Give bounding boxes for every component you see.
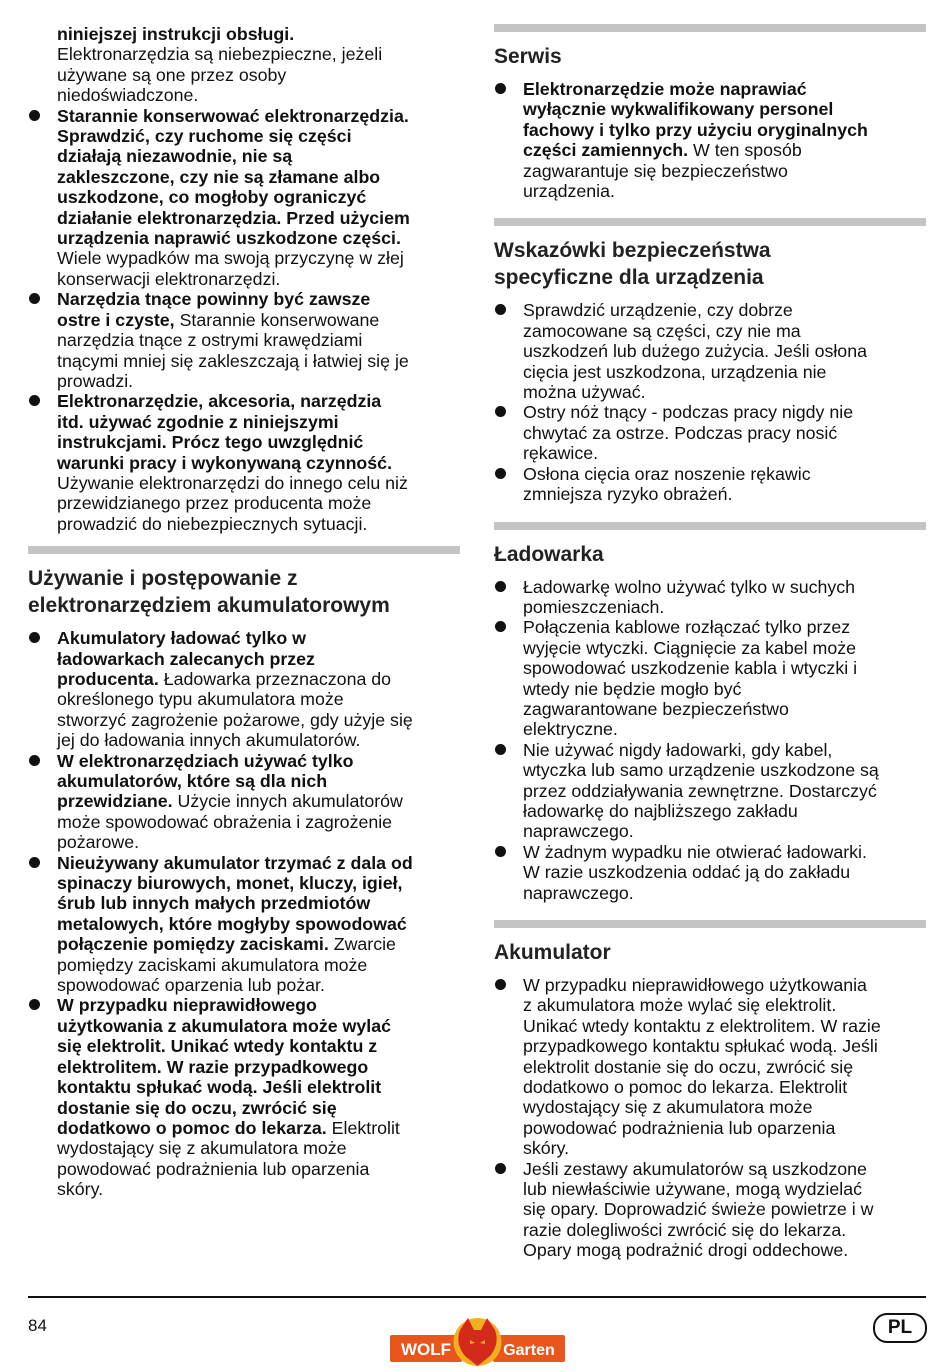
text-line: [57, 1098, 460, 1118]
text-line: [523, 1138, 926, 1158]
bullet-icon: [495, 406, 506, 417]
bullet-icon: [495, 83, 506, 94]
bold-text: instrukcjami. Prócz tego uwzględnić: [57, 432, 364, 453]
text-line: [523, 1097, 926, 1117]
text-line: [57, 893, 460, 913]
bold-text: śrub lub innych małych przedmiotów: [57, 893, 371, 914]
text-line: [57, 24, 460, 44]
text-line: [523, 577, 926, 597]
text-line: [523, 1118, 926, 1138]
text: naprawczego.: [523, 882, 634, 903]
text-line: [523, 658, 926, 678]
text: wyjęcie wtyczki. Ciągnięcie za kabel może: [523, 637, 857, 658]
text: Połączenia kablowe rozłączać tylko przez: [523, 617, 851, 638]
bold-text: działają niezawodnie, nie są: [57, 146, 293, 167]
text: wtedy nie będzie mogło być: [523, 678, 742, 699]
section-divider-bar: [494, 920, 926, 928]
text-line: [523, 719, 926, 739]
text: Wiele wypadków ma swoją przyczynę w złej: [57, 248, 404, 269]
bold-text: spinaczy biurowych, monet, kluczy, igieł,: [57, 873, 403, 894]
list-item: [494, 79, 926, 201]
text-line: [523, 99, 926, 119]
text: tnącymi mniej się zakleszczają i łatwiej się je: [57, 350, 409, 371]
bold-text: urządzenia naprawić uszkodzone części.: [57, 228, 401, 249]
text-line: [523, 300, 926, 320]
text: W razie uszkodzenia oddać ją do zakładu: [523, 862, 851, 883]
text: W przypadku nieprawidłowego użytkowania: [523, 975, 867, 995]
text: powodować podrażnienia lub oparzenia: [523, 1117, 836, 1138]
bold-text: niniejszej instrukcji obsługi.: [57, 24, 295, 44]
text: niedoświadczone.: [57, 85, 199, 106]
section-divider-bar: [494, 218, 926, 226]
section-title-battery: Akumulator: [494, 941, 611, 964]
text: Ładowarka przeznaczona do: [158, 668, 392, 689]
text: Nie używać nigdy ładowarki, gdy kabel,: [523, 739, 833, 760]
bold-text: połączenie pomiędzy zaciskami.: [57, 934, 329, 955]
text-line: [523, 1016, 926, 1036]
text-line: [523, 423, 926, 443]
serwis-list: [494, 79, 926, 201]
battery-list: [494, 975, 926, 1261]
text-line: [57, 710, 460, 730]
text: określonego typu akumulatora może: [57, 689, 344, 710]
text-line: [57, 1138, 460, 1158]
text-line: [57, 832, 460, 852]
text: zagwarantuje się bezpieczeństwo: [523, 160, 788, 181]
text: powodować podrażnienia lub oparzenia: [57, 1158, 370, 1179]
text-line: [57, 689, 460, 709]
text-line: [57, 330, 460, 350]
text-line: [523, 801, 926, 821]
text-line: [57, 269, 460, 289]
text-line: [57, 146, 460, 166]
text-line: [523, 1220, 926, 1240]
text: Używanie elektronarzędzi do innego celu niż: [57, 472, 408, 493]
text-line: [57, 106, 460, 126]
text-line: [57, 1159, 460, 1179]
text: prowadzi.: [57, 370, 134, 391]
text: pożarowe.: [57, 832, 140, 853]
bold-text: Narzędzia tnące powinny być zawsze: [57, 289, 371, 310]
text-line: [57, 751, 460, 771]
text-line: [57, 289, 460, 309]
text-line: [523, 699, 926, 719]
list-item: [494, 464, 926, 505]
text: używane są one przez osoby: [57, 64, 287, 85]
bold-text: uszkodzone, co mogłoby ograniczyć: [57, 187, 367, 208]
text-line: [523, 760, 926, 780]
bullet-icon: [495, 468, 506, 479]
text: przez oddziaływania zewnętrzne. Dostarczyć: [523, 780, 877, 801]
left-column: [28, 24, 460, 1200]
text-line: [523, 975, 926, 995]
bullet-icon: [29, 632, 40, 643]
text: skóry.: [57, 1179, 104, 1200]
wolf-garten-logo: [390, 1316, 565, 1368]
text-line: [57, 1179, 460, 1199]
logo-text-wolf: WOLF: [400, 1340, 452, 1359]
text-line: [523, 821, 926, 841]
bullet-icon: [29, 857, 40, 868]
text: naprawczego.: [523, 821, 634, 842]
text-line: [523, 1057, 926, 1077]
text: elektrolit dostanie się do oczu, zwrócić się: [523, 1056, 854, 1077]
text: konserwacji elektronarzędzi.: [57, 268, 281, 289]
text: W ten sposób: [688, 140, 802, 161]
text-line: [57, 248, 460, 268]
text-line: [523, 362, 926, 382]
bold-text: W elektronarzędziach używać tylko: [57, 750, 354, 771]
section-title-battery-usage-line2: elektronarzędziem akumulatorowym: [28, 594, 390, 618]
intro-continuation: [28, 24, 460, 106]
text-line: [523, 79, 926, 99]
text-line: [523, 781, 926, 801]
language-badge: PL: [873, 1313, 927, 1343]
text: urządzenia.: [523, 181, 615, 202]
text: można używać.: [523, 382, 646, 403]
text: lub niewłaściwie używane, mogą wydzielać: [523, 1179, 862, 1200]
text-line: [57, 975, 460, 995]
text-line: [523, 617, 926, 637]
text: zamocowane są części, czy nie ma: [523, 320, 801, 341]
list-item: [494, 842, 926, 903]
text: z akumulatora może wylać się elektrolit.: [523, 995, 837, 1016]
text-line: [523, 679, 926, 699]
bold-text: Nieużywany akumulator trzymać z dala od: [57, 852, 413, 873]
bold-text: kontaktu spłukać wodą. Jeśli elektrolit: [57, 1077, 382, 1098]
text-line: [523, 181, 926, 201]
text: Unikać wtedy kontaktu z elektrolitem. W razie: [523, 1015, 881, 1036]
bold-text: fachowy i tylko przy użyciu oryginalnych: [523, 119, 868, 140]
text-line: [523, 443, 926, 463]
list-item: [28, 628, 460, 750]
text: wydostający się z akumulatora może: [523, 1097, 813, 1118]
text: może spowodować obrażenia i zagrożenie: [57, 811, 393, 832]
text-line: [57, 873, 460, 893]
text: Sprawdzić urządzenie, czy dobrze: [523, 300, 793, 321]
bold-text: warunki pracy i wykonywaną czynność.: [57, 452, 393, 473]
bold-text: dodatkowo o pomoc do lekarza.: [57, 1117, 327, 1138]
text-line: [57, 453, 460, 473]
text-line: [57, 310, 460, 330]
text-line: [57, 65, 460, 85]
text: W żadnym wypadku nie otwierać ładowarki.: [523, 841, 867, 862]
text-line: [57, 391, 460, 411]
text-line: [523, 140, 926, 160]
list-item: [494, 577, 926, 618]
bold-text: elektrolitem. W razie przypadkowego: [57, 1056, 369, 1077]
text: cięcia jest uszkodzona, urządzenia nie: [523, 361, 827, 382]
text-line: [57, 934, 460, 954]
list-item: [494, 300, 926, 402]
text-line: [57, 1057, 460, 1077]
text-line: [523, 321, 926, 341]
section-title-serwis: Serwis: [494, 45, 562, 68]
text-line: [523, 597, 926, 617]
list-item: [494, 975, 926, 1159]
list-item: [494, 1159, 926, 1261]
text: Ładowarkę wolno używać tylko w suchych: [523, 576, 856, 597]
bold-text: itd. używać zgodnie z niniejszymi: [57, 411, 339, 432]
text-line: [57, 514, 460, 534]
text-line: [523, 842, 926, 862]
bold-text: akumulatorów, które są dla nich: [57, 771, 328, 791]
list-item: [494, 617, 926, 739]
text: prowadzić do niebezpiecznych sytuacji.: [57, 513, 368, 534]
text: Osłona cięcia oraz noszenie rękawic: [523, 463, 811, 484]
text-line: [57, 1036, 460, 1056]
text: Zwarcie: [328, 934, 396, 955]
text-line: [523, 1240, 926, 1260]
text-line: [57, 1016, 460, 1036]
text-line: [57, 995, 460, 1015]
text: wydostający się z akumulatora może: [57, 1138, 347, 1159]
text: uszkodzeń lub dużego zużycia. Jeśli osłona: [523, 341, 867, 362]
list-item: [28, 106, 460, 290]
section-divider-bar: [494, 522, 926, 530]
text-line: [57, 44, 460, 64]
text: narzędzia tnące z ostrymi krawędziami: [57, 330, 363, 351]
text-line: [57, 955, 460, 975]
bold-text: zakleszczone, czy nie są złamane albo: [57, 166, 381, 187]
text: pomieszczeniach.: [523, 596, 665, 617]
bold-text: działanie elektronarzędzia. Przed użyciem: [57, 207, 410, 228]
text-line: [523, 1179, 926, 1199]
text-line: [57, 730, 460, 750]
bullet-icon: [29, 755, 40, 766]
bold-text: Sprawdzić, czy ruchome się części: [57, 126, 352, 147]
text-line: [57, 771, 460, 791]
section-title-charger: Ładowarka: [494, 542, 604, 566]
section-title-safety-line1: Wskazówki bezpieczeństwa: [494, 239, 771, 263]
text-line: [57, 371, 460, 391]
safety-list: [494, 300, 926, 504]
text-line: [57, 351, 460, 371]
text: Jeśli zestawy akumulatorów są uszkodzone: [523, 1158, 867, 1179]
text: pomiędzy zaciskami akumulatora może: [57, 954, 368, 975]
text-line: [57, 914, 460, 934]
text-line: [523, 638, 926, 658]
text-line: [523, 161, 926, 181]
list-item: [494, 402, 926, 463]
text-line: [523, 1199, 926, 1219]
text-line: [523, 862, 926, 882]
bold-text: dostanie się do oczu, zwrócić się: [57, 1097, 337, 1118]
text: elektryczne.: [523, 719, 618, 740]
text-line: [523, 402, 926, 422]
text: zagwarantowane bezpieczeństwo: [523, 698, 789, 719]
text-line: [57, 432, 460, 452]
text: razie dolegliwości zwrócić się do lekarza.: [523, 1219, 847, 1240]
text: Opary mogą podrażnić drogi oddechowe.: [523, 1240, 849, 1261]
bold-text: producenta.: [57, 668, 159, 689]
list-item: [28, 751, 460, 853]
text-line: [523, 1036, 926, 1056]
bold-text: użytkowania z akumulatora może wylać: [57, 1015, 391, 1036]
bold-text: ostre i czyste,: [57, 309, 175, 330]
text: spowodować oparzenia lub pożar.: [57, 975, 325, 996]
bullet-icon: [495, 621, 506, 632]
bold-text: części zamiennych.: [523, 140, 689, 161]
text-line: [523, 382, 926, 402]
bold-text: W przypadku nieprawidłowego: [57, 995, 317, 1016]
page-number: 84: [28, 1316, 47, 1335]
text-line: [57, 85, 460, 105]
text-line: [57, 628, 460, 648]
section-title-safety-line2: specyficzne dla urządzenia: [494, 266, 764, 290]
text-line: [57, 412, 460, 432]
bold-text: się elektrolit. Unikać wtedy kontaktu z: [57, 1036, 378, 1057]
bullet-icon: [29, 395, 40, 406]
list-item: [28, 289, 460, 391]
text-line: [57, 853, 460, 873]
bold-text: przewidziane.: [57, 791, 173, 812]
text-line: [523, 464, 926, 484]
list-item: [28, 391, 460, 534]
text-line: [523, 740, 926, 760]
text: ładowarkę do najbliższego zakładu: [523, 800, 798, 821]
bold-text: metalowych, które mogłyby spowodować: [57, 913, 407, 934]
text: Użycie innych akumulatorów: [172, 791, 403, 812]
text-line: [57, 208, 460, 228]
text-line: [523, 341, 926, 361]
text: się opary. Doprowadzić świeże powietrze i w: [523, 1199, 874, 1220]
text: przypadkowego kontaktu spłukać wodą. Jeśli: [523, 1036, 878, 1057]
bold-text: Elektronarzędzie, akcesoria, narzędzia: [57, 391, 382, 412]
bullet-icon: [29, 293, 40, 304]
text: Starannie konserwowane: [174, 309, 380, 330]
text: Ostry nóż tnący - podczas pracy nigdy nie: [523, 402, 854, 423]
text: jej do ładowania innych akumulatorów.: [57, 730, 361, 751]
bold-text: Starannie konserwować elektronarzędzia.: [57, 105, 409, 126]
text-line: [57, 493, 460, 513]
text-line: [523, 484, 926, 504]
bullet-icon: [495, 1163, 506, 1174]
text: Elektrolit: [326, 1117, 400, 1138]
text: chwytać za ostrze. Podczas pracy nosić: [523, 422, 838, 443]
bullet-icon: [495, 744, 506, 755]
bullet-icon: [495, 304, 506, 315]
list-item: [28, 853, 460, 996]
section-title-battery-usage-line1: Używanie i postępowanie z: [28, 567, 298, 591]
text-line: [523, 995, 926, 1015]
text-line: [57, 228, 460, 248]
text-line: [57, 187, 460, 207]
bullet-icon: [29, 110, 40, 121]
text: stworzyć zagrożenie pożarowe, gdy użyje się: [57, 709, 413, 730]
battery-usage-list: [28, 628, 460, 1199]
logo-text-garten: Garten: [503, 1342, 555, 1359]
text-line: [57, 649, 460, 669]
list-item: [28, 995, 460, 1199]
left-bullet-list: [28, 106, 460, 535]
text-line: [57, 812, 460, 832]
bullet-icon: [29, 999, 40, 1010]
section-divider-bar: [28, 546, 460, 554]
bullet-icon: [495, 581, 506, 592]
text-line: [523, 120, 926, 140]
bold-text: ładowarkach zalecanych przez: [57, 648, 315, 669]
text: przewidzianego przez producenta może: [57, 493, 372, 514]
text-line: [57, 1077, 460, 1097]
text-line: [57, 126, 460, 146]
text-line: [523, 1159, 926, 1179]
right-column: [494, 24, 926, 1261]
charger-list: [494, 577, 926, 904]
text-line: [57, 473, 460, 493]
text-line: [57, 791, 460, 811]
text: skóry.: [523, 1138, 570, 1159]
text-line: [523, 883, 926, 903]
section-divider-bar: [494, 24, 926, 32]
text: spowodować uszkodzenie kabla i wtyczki i: [523, 658, 858, 679]
text: Elektronarzędzia są niebezpieczne, jeżeli: [57, 44, 383, 65]
text-line: [57, 669, 460, 689]
bold-text: wyłącznie wykwalifikowany personel: [523, 99, 834, 120]
bold-text: Elektronarzędzie może naprawiać: [523, 79, 807, 99]
text: wtyczka lub samo urządzenie uszkodzone są: [523, 760, 879, 781]
text: rękawice.: [523, 443, 599, 464]
bullet-icon: [495, 846, 506, 857]
text-line: [57, 1118, 460, 1138]
text-line: [57, 167, 460, 187]
footer-rule: [28, 1296, 926, 1298]
text: zmniejsza ryzyko obrażeń.: [523, 484, 733, 505]
list-item: [494, 740, 926, 842]
bold-text: Akumulatory ładować tylko w: [57, 628, 306, 649]
text: dodatkowo o pomoc do lekarza. Elektrolit: [523, 1077, 848, 1098]
text-line: [523, 1077, 926, 1097]
bullet-icon: [495, 979, 506, 990]
